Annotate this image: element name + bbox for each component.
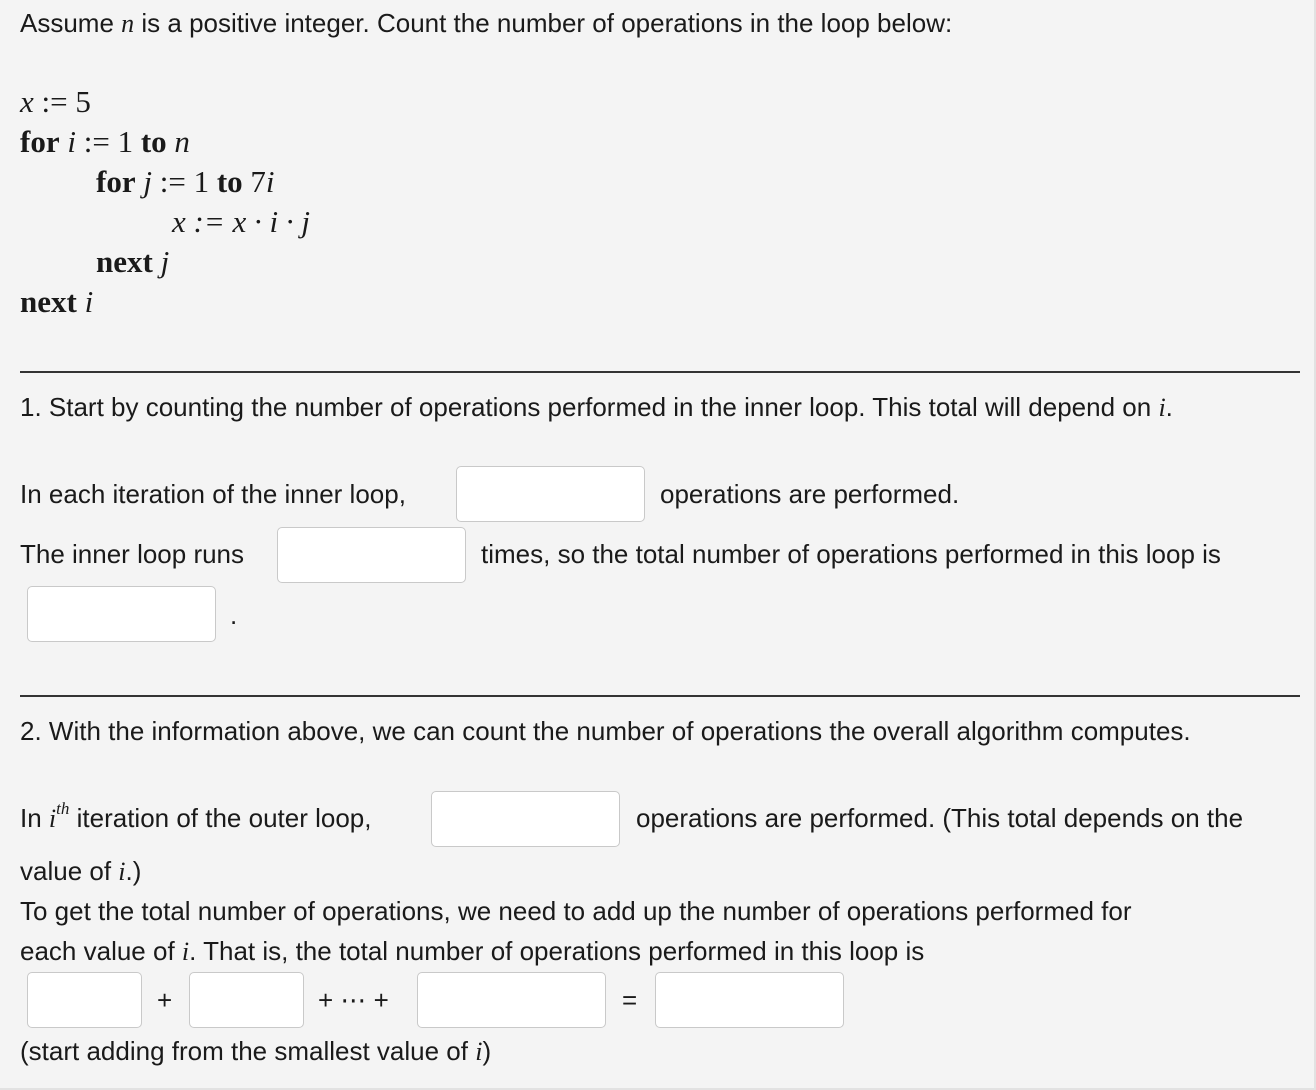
part1-row2-label: The inner loop runs [20,539,245,569]
divider-1 [20,371,1300,373]
sum-last-term-input[interactable] [417,972,606,1028]
part2-row1-suffix: operations are performed. (This total depends on the [636,803,1244,833]
inner-loop-runs-input[interactable] [277,527,466,583]
sum-second-term-input[interactable] [189,972,304,1028]
code-line-3: for j := 1 to 7i [96,164,275,199]
part1-row3-period: . [230,600,238,630]
outer-iteration-ops-input[interactable] [431,791,620,847]
part1-row2-suffix: times, so the total number of operations performed in this loop is [481,539,1221,569]
part1-row1-label: In each iteration of the inner loop, [20,479,406,509]
part2-line4: each value of i. That is, the total number of operations performed in this loop is [20,936,925,966]
intro-part-1: Assume [20,8,122,38]
part2-heading: 2. With the information above, we can count the number of operations the overall algorithm computes. [20,716,1191,746]
intro-part-2: is a positive integer. Count the number of operations in the loop below: [134,8,953,38]
intro-var-n: n [121,9,135,38]
part1-heading: 1. Start by counting the number of operations performed in the inner loop. This total will depend on i. [20,392,1173,422]
intro-text [20,8,952,39]
part1-row1-suffix: operations are performed. [660,479,960,509]
code-line-5: next j [96,244,170,279]
code-line-4: x := x · i · j [172,204,310,239]
code-line-6: next i [20,284,94,319]
divider-2 [20,695,1300,697]
part2-line3: To get the total number of operations, we need to add up the number of operations performed for [20,896,1132,926]
inner-loop-total-input[interactable] [27,586,216,642]
sum-total-input[interactable] [655,972,844,1028]
plus-sign-1: + [157,985,173,1015]
plus-ellipsis: + ⋯ + [318,985,389,1015]
part2-row2: value of i.) [20,856,142,886]
code-line-1: x := 5 [20,84,91,119]
part2-note: (start adding from the smallest value of i) [20,1036,492,1066]
sum-first-term-input[interactable] [27,972,142,1028]
part2-row1-label: In $i^{th}$ iteration of the outer loop, [20,799,372,833]
code-line-2: for i := 1 to n [20,124,190,159]
inner-iteration-ops-input[interactable] [456,466,645,522]
equals-sign: = [622,985,638,1015]
